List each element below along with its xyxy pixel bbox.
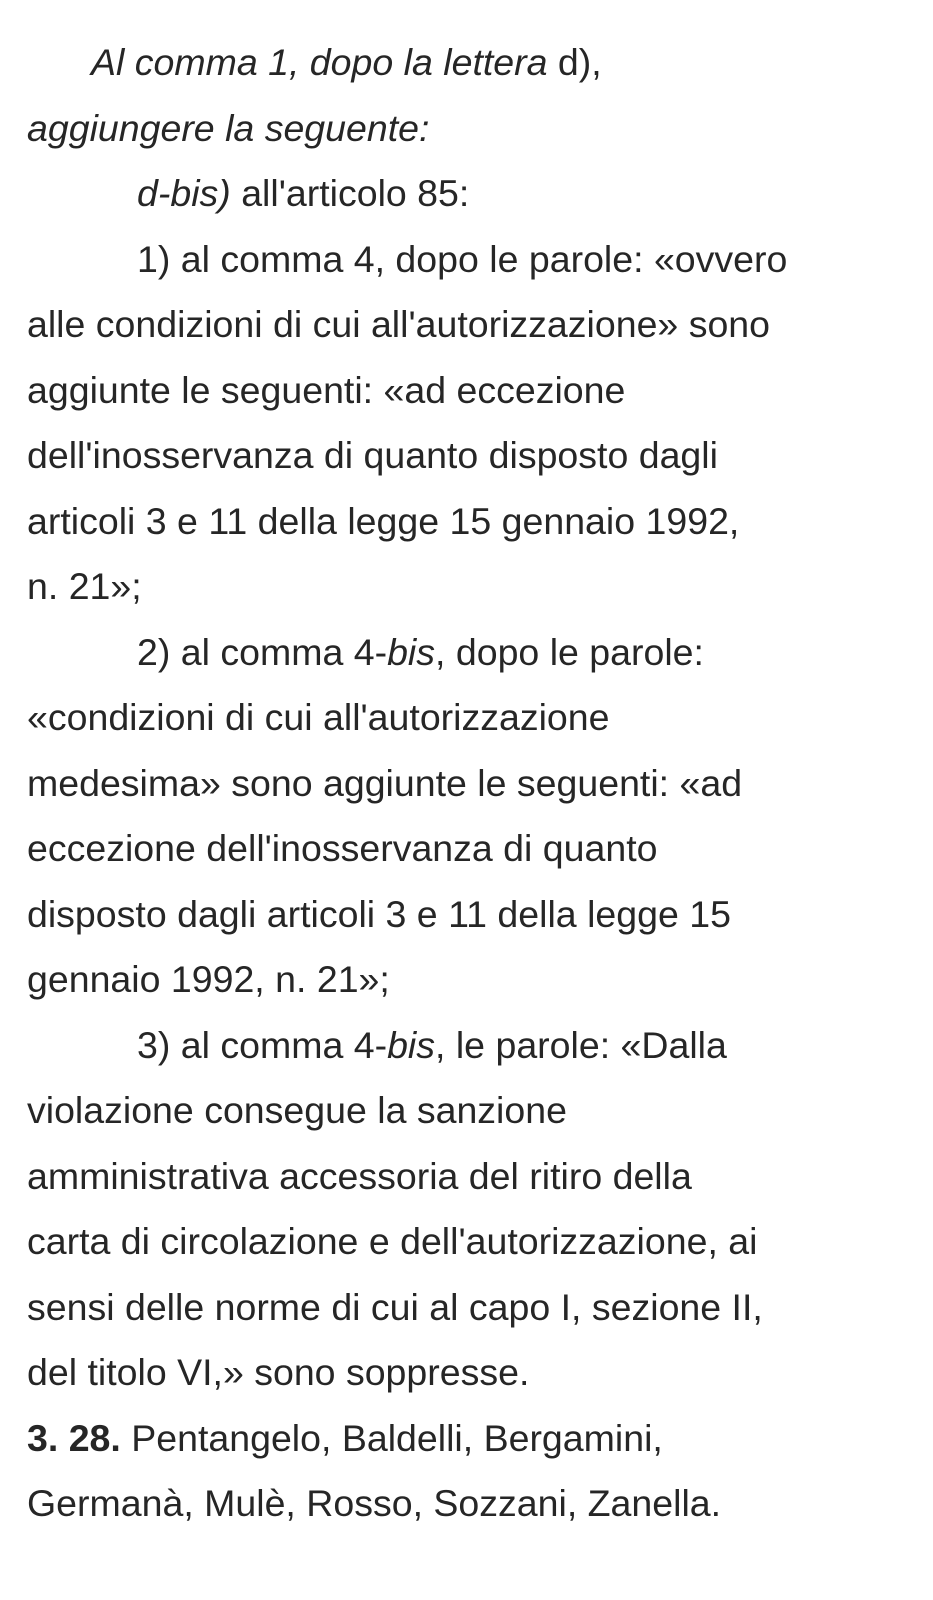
intro-italic-text-2: aggiungere la seguente: bbox=[27, 106, 430, 149]
item1-line-2: alle condizioni di cui all'autorizzazione» sono bbox=[27, 303, 771, 345]
item2-bis: bis bbox=[387, 630, 436, 673]
item1-line-4: dell'inosservanza di quanto disposto dagli bbox=[27, 434, 718, 476]
item1-line-5: articoli 3 e 11 della legge 15 gennaio 1992, bbox=[27, 499, 740, 542]
item3-prefix: 3) al comma 4- bbox=[137, 1023, 388, 1066]
letter-text: all'articolo 85: bbox=[230, 172, 470, 214]
item3-line-4: carta di circolazione e dell'autorizzazione, ai bbox=[27, 1220, 758, 1262]
amendment-intro-line bbox=[27, 30, 915, 96]
item2-line-5: disposto dagli articoli 3 e 11 della legge 15 bbox=[27, 892, 731, 935]
item3-line-5: sensi delle norme di cui al capo I, sezione II, bbox=[27, 1285, 763, 1328]
item2-line-3: medesima» sono aggiunte le seguenti: «ad bbox=[27, 761, 743, 804]
item3-line-3: amministrativa accessoria del ritiro della bbox=[27, 1154, 692, 1197]
letter-dbis-line bbox=[27, 161, 915, 227]
signatories-line-2: Germanà, Mulè, Rosso, Sozzani, Zanella. bbox=[27, 1482, 722, 1524]
signature-line-1 bbox=[27, 1406, 915, 1472]
item2-prefix: 2) al comma 4- bbox=[137, 630, 388, 673]
item3-bis: bis bbox=[387, 1023, 436, 1066]
amendment-intro-line-2 bbox=[27, 96, 915, 162]
item3-line-6: del titolo VI,» sono soppresse. bbox=[27, 1351, 530, 1393]
item2-line-4: eccezione dell'inosservanza di quanto bbox=[27, 827, 658, 869]
signatories-line-1: Pentangelo, Baldelli, Bergamini, bbox=[120, 1416, 663, 1459]
item2-suffix: , dopo le parole: bbox=[435, 630, 704, 673]
item1-line-3: aggiunte le seguenti: «ad eccezione bbox=[27, 368, 626, 411]
item2-line-1 bbox=[27, 620, 915, 686]
item1-line-6: n. 21»; bbox=[27, 565, 142, 607]
item3-suffix: , le parole: «Dalla bbox=[435, 1023, 727, 1066]
item3-line-1 bbox=[27, 1013, 915, 1079]
item2-line-6: gennaio 1992, n. 21»; bbox=[27, 958, 390, 1000]
intro-italic-text: Al comma 1, dopo la lettera bbox=[91, 41, 548, 83]
item2-line-2: «condizioni di cui all'autorizzazione bbox=[27, 696, 610, 738]
item3-line-2: violazione consegue la sanzione bbox=[27, 1089, 567, 1131]
amendment-number: 3. 28. bbox=[27, 1416, 121, 1459]
item1-line-1: 1) al comma 4, dopo le parole: «ovvero bbox=[137, 237, 788, 280]
intro-letter-text: d), bbox=[547, 41, 602, 83]
letter-label: d-bis) bbox=[137, 172, 231, 214]
